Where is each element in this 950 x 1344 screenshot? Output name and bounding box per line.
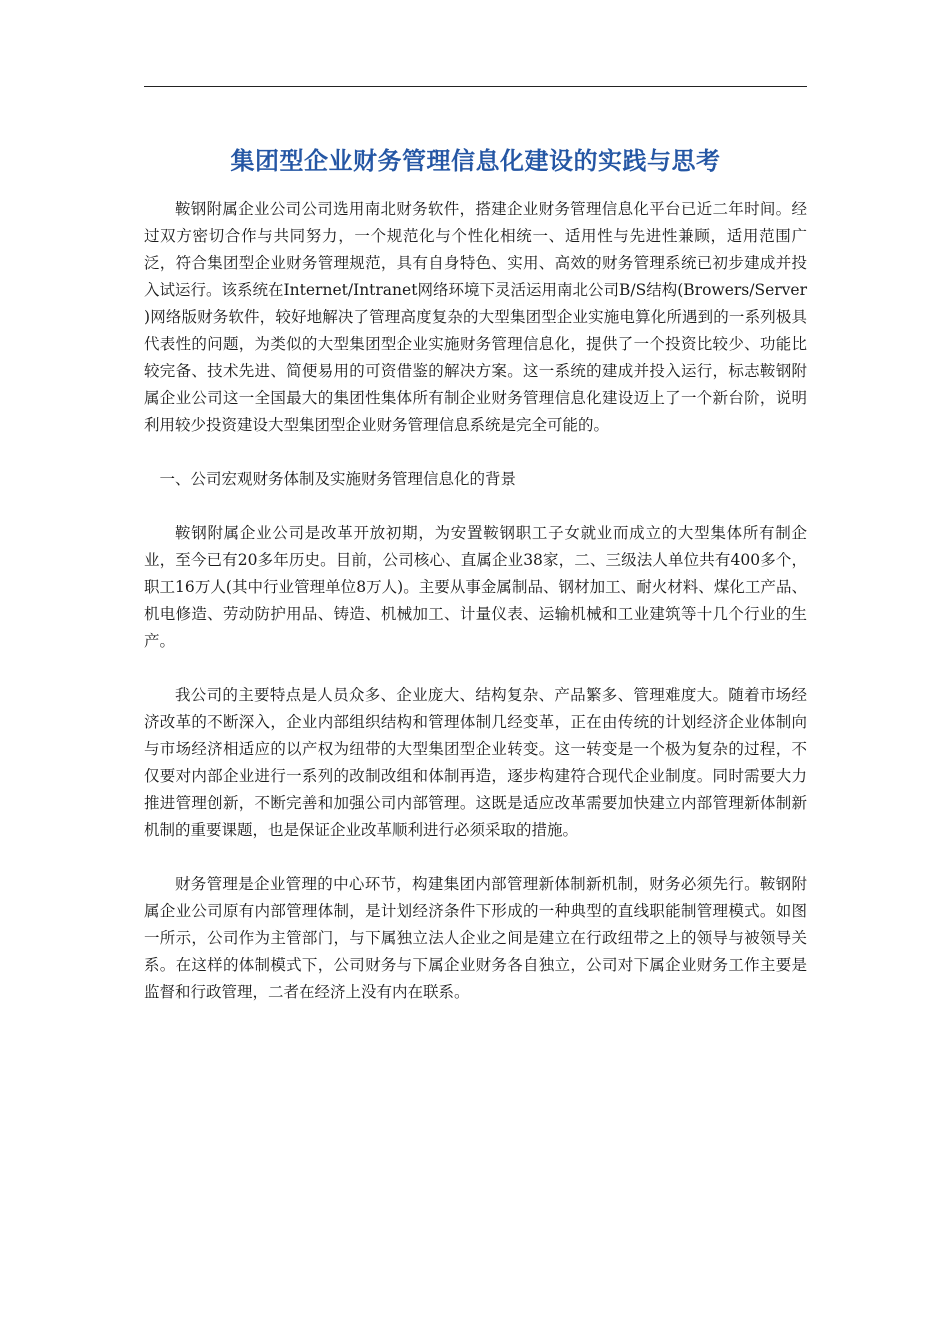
- paragraph-company-features: 我公司的主要特点是人员众多、企业庞大、结构复杂、产品繁多、管理难度大。随着市场经济改革的不断深入，企业内部组织结构和管理体制几经变革，正在由传统的计划经济企业体制向与市场经济相适应的以产权为纽带的大型集团型企业转变。这一转变是一个极为复杂的过程，不仅要对内部企业进行一系列的改制改组和体制再造，逐步构建符合现代企业制度。同时需要大力推进管理创新，不断完善和加强公司内部管理。这既是适应改革需要加快建立内部管理新体制新机制的重要课题，也是保证企业改革顺利进行必须采取的措施。: [144, 686, 807, 839]
- document-title: 集团型企业财务管理信息化建设的实践与思考: [230, 147, 721, 175]
- paragraph-gap: [144, 439, 807, 466]
- document-body: [144, 196, 807, 1006]
- header-rule: [144, 86, 807, 87]
- section-heading: 一、公司宏观财务体制及实施财务管理信息化的背景: [159, 470, 517, 488]
- paragraph-gap: [144, 844, 807, 871]
- paragraph-gap: [144, 655, 807, 682]
- paragraph-company-background: 鞍钢附属企业公司是改革开放初期，为安置鞍钢职工子女就业而成立的大型集体所有制企业，至今已有20多年历史。目前，公司核心、直属企业38家，二、三级法人单位共有400多个，职工16万人(其中行业管理单位8万人)。主要从事金属制品、钢材加工、耐火材料、煤化工产品、机电修造、劳动防护用品、铸造、机械加工、计量仪表、运输机械和工业建筑等十几个行业的生产。: [144, 524, 807, 650]
- paragraph-gap: [144, 493, 807, 520]
- paragraph-financial-management: 财务管理是企业管理的中心环节，构建集团内部管理新体制新机制，财务必须先行。鞍钢附属企业公司原有内部管理体制，是计划经济条件下形成的一种典型的直线职能制管理模式。如图一所示，公司作为主管部门，与下属独立法人企业之间是建立在行政纽带之上的领导与被领导关系。在这样的体制模式下，公司财务与下属企业财务各自独立，公司对下属企业财务工作主要是监督和行政管理，二者在经济上没有内在联系。: [144, 875, 807, 1001]
- paragraph-intro: 鞍钢附属企业公司公司选用南北财务软件，搭建企业财务管理信息化平台已近二年时间。经过双方密切合作与共同努力，一个规范化与个性化相统一、适用性与先进性兼顾，适用范围广泛，符合集团型企业财务管理规范，具有自身特色、实用、高效的财务管理系统已初步建成并投入试运行。该系统在Internet/Intranet网络环境下灵活运用南北公司B/S结构(Browers/Server )网络版财务软件，较好地解决了管理高度复杂的大型集团型企业实施电算化所遇到的一系列极具代表性的问题，为类似的大型集团型企业实施财务管理信息化，提供了一个投资比较少、功能比较完备、技术先进、简便易用的可资借鉴的解决方案。这一系统的建成并投入运行，标志鞍钢附属企业公司这一全国最大的集团性集体所有制企业财务管理信息化建设迈上了一个新台阶，说明利用较少投资建设大型集团型企业财务管理信息系统是完全可能的。: [144, 200, 807, 434]
